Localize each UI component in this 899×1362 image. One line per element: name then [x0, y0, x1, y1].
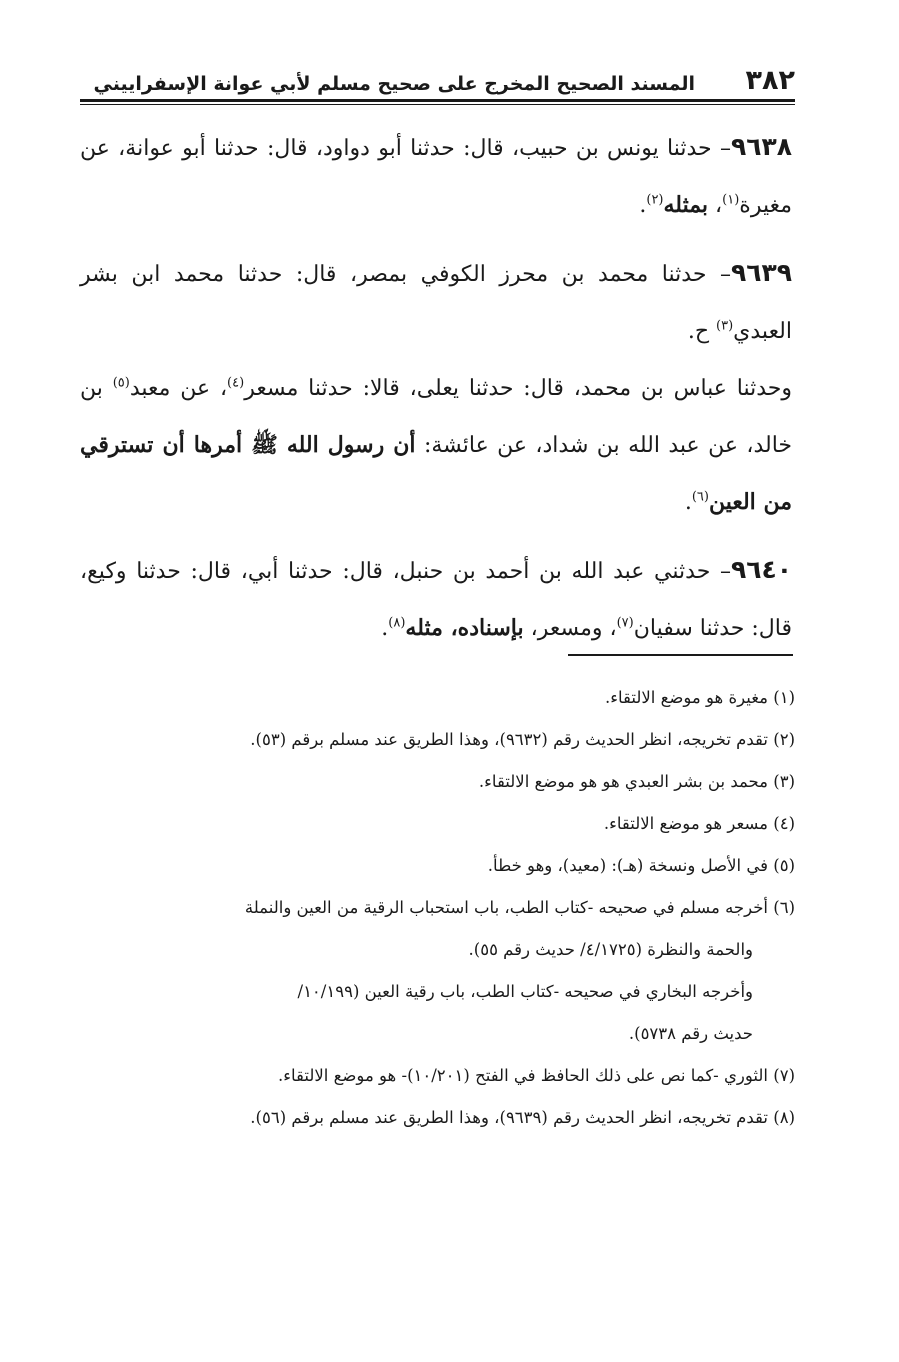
footnote-1: (١) مغيرة هو موضع الالتقاء.	[604, 688, 795, 707]
footnote-ref[interactable]: (٣)	[716, 318, 734, 334]
hadith-number: ٩٦٣٩	[730, 258, 792, 287]
footnote-7: (٧) الثوري -كما نص على ذلك الحافظ في الفتح (١٠/٢٠١)- هو موضع الالتقاء.	[278, 1066, 795, 1085]
hadith-text-end: .	[684, 490, 692, 515]
footnote-6: (٦) أخرجه مسلم في صحيحه -كتاب الطب، باب استحباب الرقية من العين والنملة	[244, 898, 795, 917]
hadith-text: – حدثنا محمد بن محرز الكوفي بمصر، قال: حدثنا محمد ابن بشر العبدي	[80, 262, 792, 344]
page-number: ٣٨٢	[745, 65, 795, 96]
hadith-bold-text: بمثله	[663, 192, 709, 218]
hadith-text: – حدثني عبد الله بن أحمد بن حنبل، قال: حدثنا أبي، قال: حدثنا وكيع، قال: حدثنا سفيان	[80, 559, 792, 641]
hadith-text: بن خالد، عن عبد الله بن شداد، عن عائشة:	[80, 376, 793, 458]
hadith-text: – حدثنا يونس بن حبيب، قال: حدثنا أبو دواود، قال: حدثنا أبو عوانة، عن مغيرة	[80, 136, 792, 218]
footnote-6-continuation: والحمة والنظرة (٤/١٧٢٥/ حديث رقم ٥٥).	[468, 940, 753, 959]
hadith-text-end: .	[381, 616, 389, 641]
footnote-ref[interactable]: (١)	[722, 192, 740, 208]
running-title: المسند الصحيح المخرج على صحيح مسلم لأبي عوانة الإسفراييني	[93, 73, 695, 95]
hadith-text: ح.	[687, 319, 717, 344]
hadith-bold-text: بإسناده، مثله	[405, 615, 524, 641]
footnote-ref[interactable]: (٦)	[691, 489, 709, 505]
footnote-6-second-source: وأخرجه البخاري في صحيحه -كتاب الطب، باب رقية العين (١٠/١٩٩/	[297, 982, 753, 1001]
hadith-text-end: .	[639, 193, 647, 218]
hadith-number: ٩٦٤٠	[730, 555, 792, 584]
footnote-ref[interactable]: (٧)	[616, 615, 634, 631]
footnote-6-second-source-continuation: حديث رقم ٥٧٣٨).	[628, 1024, 753, 1043]
footnote-2: (٢) تقدم تخريجه، انظر الحديث رقم (٩٦٣٢)، وهذا الطريق عند مسلم برقم (٥٣).	[250, 730, 795, 749]
main-text	[80, 118, 792, 667]
footnotes	[80, 678, 795, 1140]
footnote-ref[interactable]: (٥)	[112, 375, 130, 391]
page-header	[80, 62, 795, 102]
footnote-ref[interactable]: (٤)	[227, 375, 245, 391]
hadith-text: ،	[708, 193, 723, 218]
footnote-ref[interactable]: (٨)	[388, 615, 406, 631]
hadith-text: ، ومسعر،	[523, 616, 617, 641]
hadith-entry-9638	[80, 118, 792, 234]
hadith-number: ٩٦٣٨	[730, 132, 792, 161]
header-rule	[80, 99, 795, 102]
footnote-8: (٨) تقدم تخريجه، انظر الحديث رقم (٩٦٣٩)، وهذا الطريق عند مسلم برقم (٥٦).	[250, 1108, 795, 1127]
hadith-text: وحدثنا عباس بن محمد، قال: حدثنا يعلى، قالا: حدثنا مسعر	[244, 376, 792, 401]
hadith-bold-text: أن رسول الله ﷺ أمرها أن تسترقي من العين	[80, 432, 792, 515]
header-rule-thin	[80, 104, 795, 105]
footnote-4: (٤) مسعر هو موضع الالتقاء.	[603, 814, 795, 833]
footnote-ref[interactable]: (٢)	[646, 192, 664, 208]
hadith-entry-9639-continuation	[80, 360, 792, 531]
hadith-entry-9640	[80, 541, 792, 657]
footnote-5: (٥) في الأصل ونسخة (هـ): (معيد)، وهو خطأ.	[487, 856, 795, 875]
footnote-3: (٣) محمد بن بشر العبدي هو هو موضع الالتقاء.	[478, 772, 795, 791]
hadith-text: ، عن معبد	[129, 376, 228, 401]
hadith-entry-9639	[80, 244, 792, 360]
footnote-separator	[568, 654, 793, 656]
